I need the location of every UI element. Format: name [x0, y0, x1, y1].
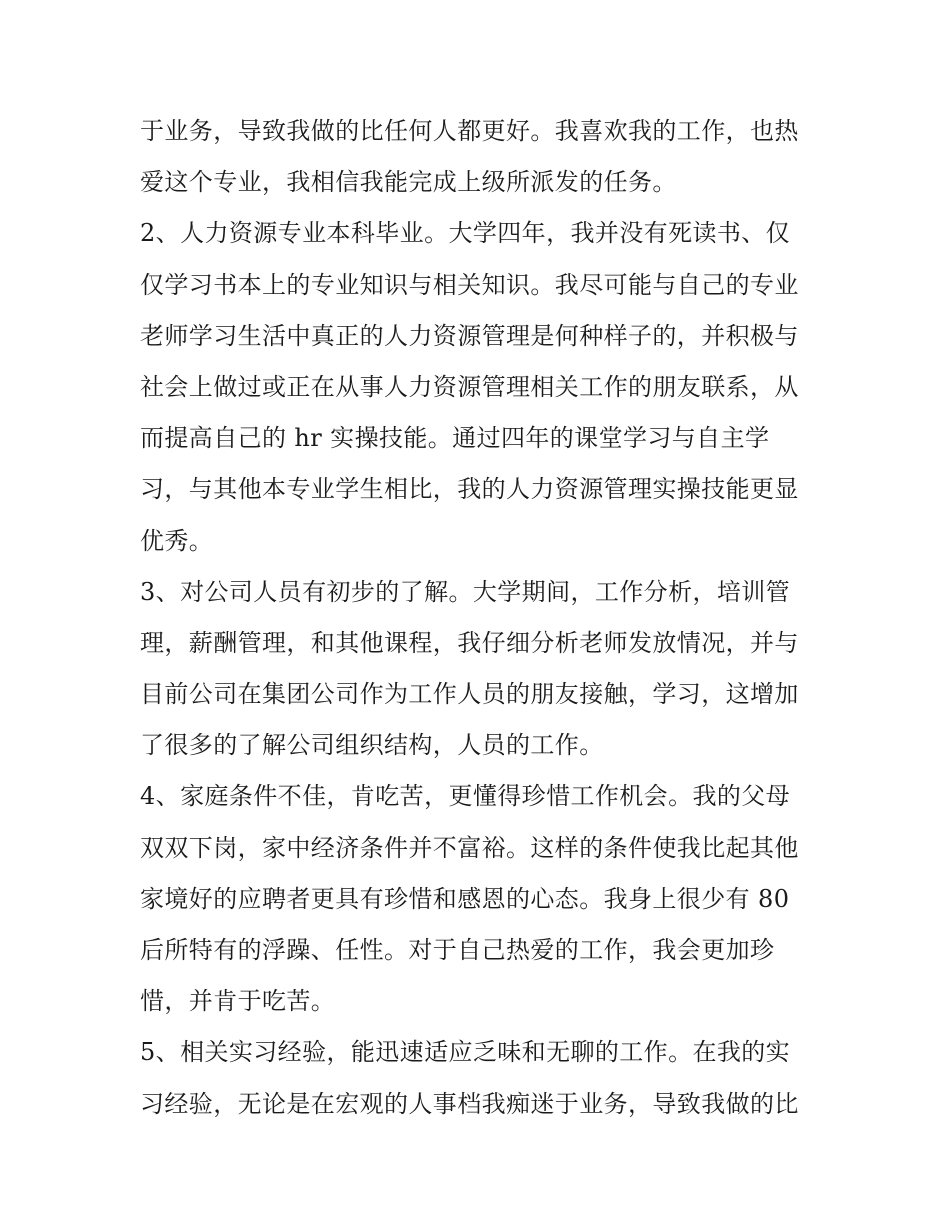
- text-line: 5、相关实习经验，能迅速适应乏味和无聊的工作。在我的实: [140, 1038, 791, 1067]
- text-line: 双双下岗，家中经济条件并不富裕。这样的条件使我比起其他: [140, 833, 799, 862]
- text-line: 惜，并肯于吃苦。: [140, 987, 336, 1016]
- text-line: 优秀。: [140, 526, 214, 555]
- text-line: 4、家庭条件不佳，肯吃苦，更懂得珍惜工作机会。我的父母: [140, 782, 791, 811]
- text-line: 社会上做过或正在从事人力资源管理相关工作的朋友联系，从: [140, 372, 799, 401]
- text-line: 于业务，导致我做的比任何人都更好。我喜欢我的工作，也热: [140, 117, 799, 145]
- text-line: 2、人力资源专业本科毕业。大学四年，我并没有死读书、仅: [140, 219, 791, 248]
- text-line: 了很多的了解公司组织结构，人员的工作。: [140, 731, 604, 760]
- text-line: 3、对公司人员有初步的了解。大学期间，工作分析，培训管: [140, 577, 791, 606]
- text-line: 家境好的应聘者更具有珍惜和感恩的心态。我身上很少有 80: [140, 884, 790, 913]
- text-line: 习经验，无论是在宏观的人事档我痴迷于业务，导致我做的比: [140, 1089, 799, 1118]
- text-line: 后所特有的浮躁、任性。对于自己热爱的工作，我会更加珍: [140, 936, 775, 964]
- text-line: 习，与其他本专业学生相比，我的人力资源管理实操技能更显: [140, 475, 799, 504]
- text-line: 老师学习生活中真正的人力资源管理是何种样子的，并积极与: [140, 321, 799, 350]
- text-line: 仅学习书本上的专业知识与相关知识。我尽可能与自己的专业: [140, 270, 799, 299]
- text-line: 而提高自己的 hr 实操技能。通过四年的课堂学习与自主学: [140, 424, 770, 453]
- text-line: 理，薪酬管理，和其他课程，我仔细分析老师发放情况，并与: [140, 628, 799, 657]
- text-line: 爱这个专业，我相信我能完成上级所派发的任务。: [140, 168, 677, 197]
- document-body: [140, 106, 820, 1130]
- text-line: 目前公司在集团公司作为工作人员的朋友接触，学习，这增加: [140, 680, 799, 709]
